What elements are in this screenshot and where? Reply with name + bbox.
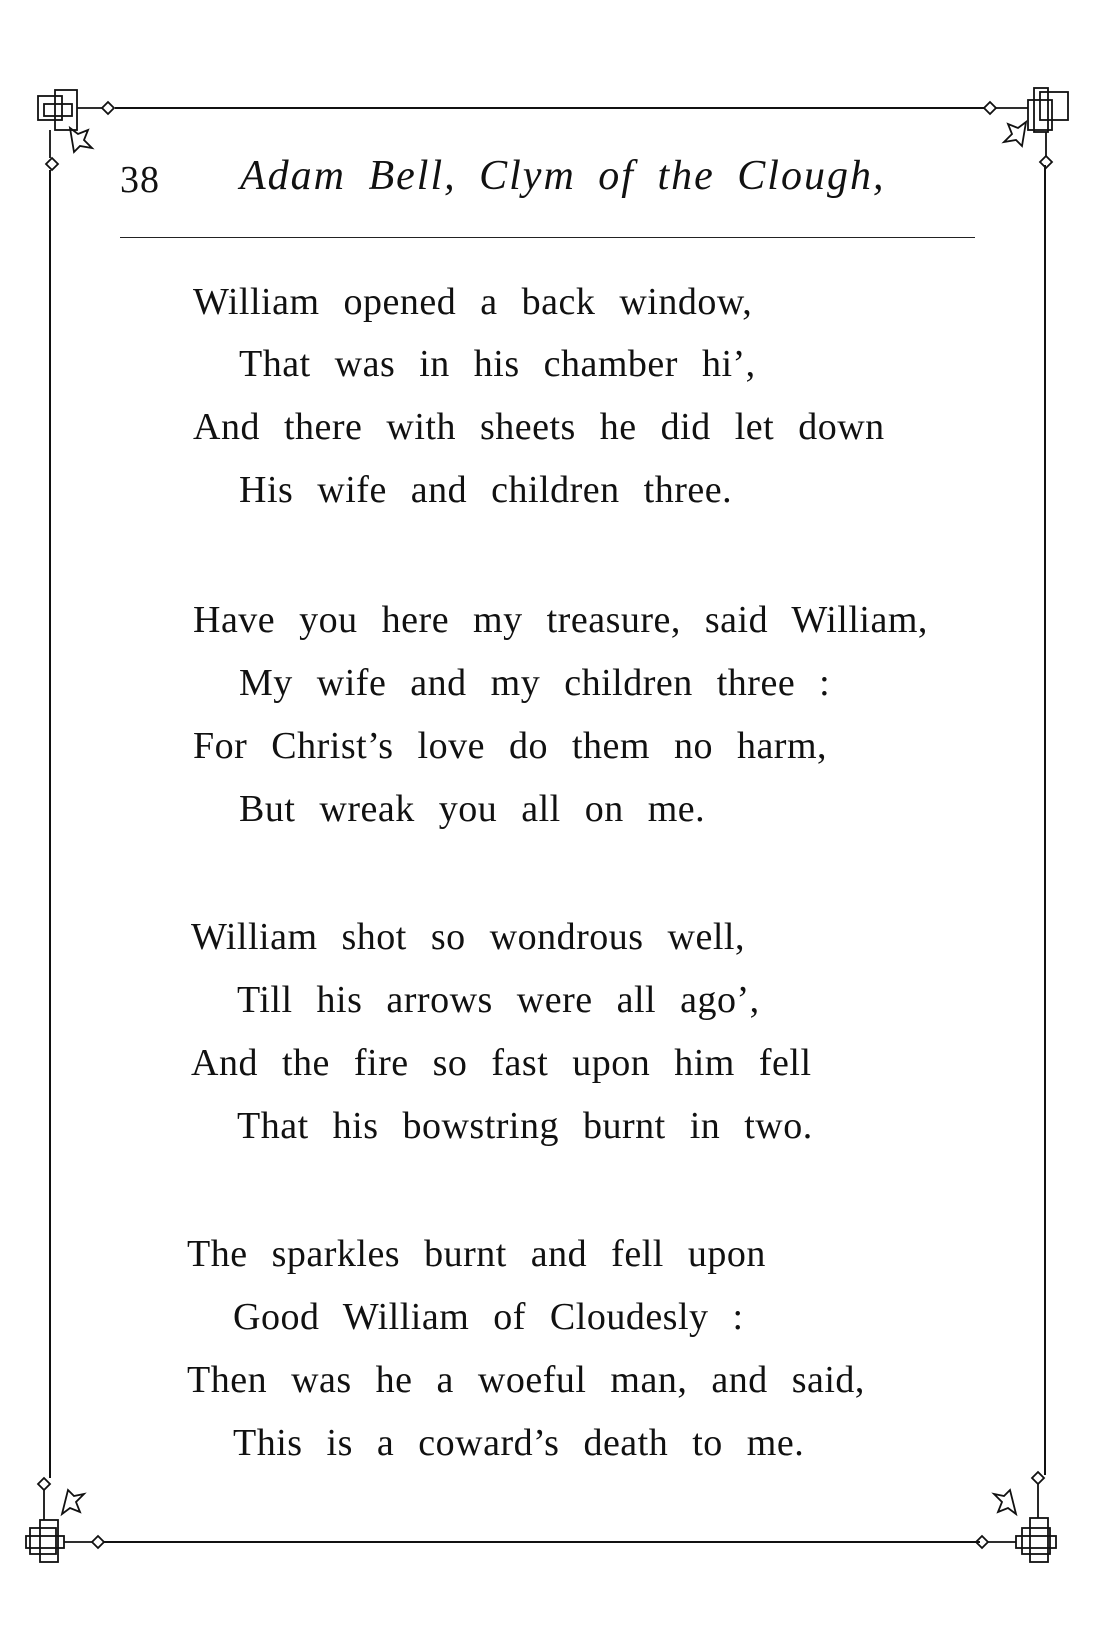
stanza-4-line-4: This is a coward’s death to me. (233, 1422, 805, 1464)
header-rule (120, 237, 975, 238)
stanza-2-line-3: For Christ’s love do them no harm, (193, 725, 828, 767)
stanza-2-line-4: But wreak you all on me. (239, 788, 706, 830)
stanza-2-line-1: Have you here my treasure, said William, (193, 599, 928, 641)
stanza-1-line-2: That was in his chamber hi’, (239, 343, 756, 385)
stanza-4-line-2: Good William of Cloudesly : (233, 1296, 744, 1338)
stanza-4-line-3: Then was he a woeful man, and said, (187, 1359, 865, 1401)
page-number: 38 (120, 159, 160, 201)
corner-ornament-top-left-icon (38, 90, 114, 170)
running-title: Adam Bell, Clym of the Clough, (240, 153, 886, 199)
stanza-1-line-4: His wife and children three. (239, 469, 733, 511)
stanza-2-line-2: My wife and my children three : (239, 662, 831, 704)
stanza-1-line-3: And there with sheets he did let down (193, 406, 885, 448)
stanza-4-line-1: The sparkles burnt and fell upon (187, 1233, 766, 1275)
stanza-3-line-2: Till his arrows were all ago’, (237, 979, 760, 1021)
stanza-3-line-1: William shot so wondrous well, (191, 916, 745, 958)
stanza-3-line-3: And the fire so fast upon him fell (191, 1042, 812, 1084)
corner-ornament-top-right-icon (984, 88, 1068, 168)
stanza-1-line-1: William opened a back window, (193, 281, 753, 323)
corner-ornament-bottom-right-icon (976, 1472, 1056, 1562)
corner-ornament-bottom-left-icon (26, 1478, 104, 1562)
stanza-3-line-4: That his bowstring burnt in two. (237, 1105, 813, 1147)
